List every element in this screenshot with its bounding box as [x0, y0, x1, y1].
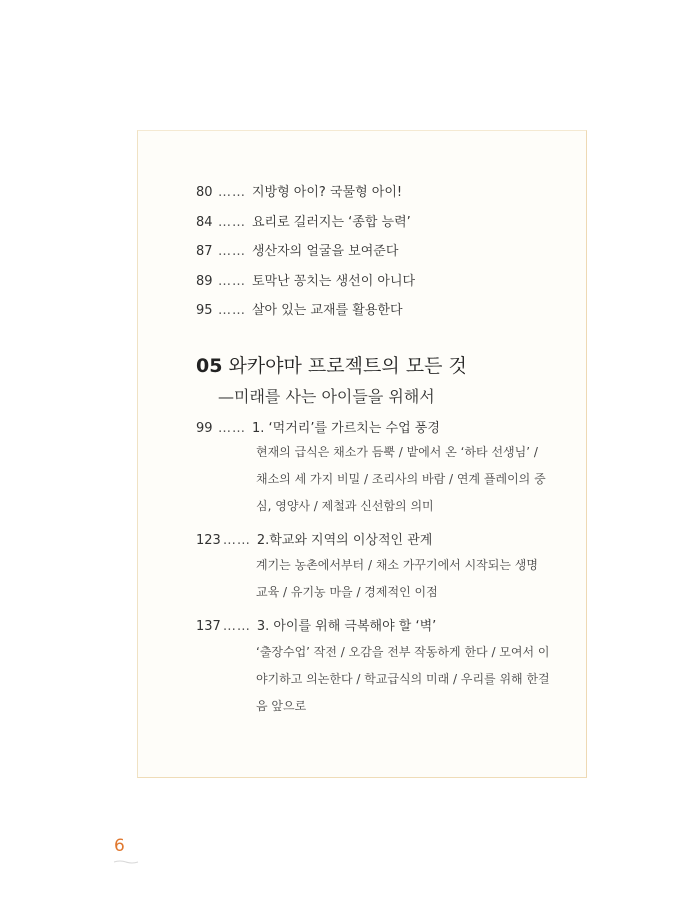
toc-page-number: 87: [196, 244, 213, 259]
toc-page-number: 89: [196, 274, 213, 289]
toc-section-title: 2.학교와 지역의 이상적인 관계: [256, 533, 433, 548]
section-description: [256, 552, 556, 606]
toc-entry: [196, 211, 411, 230]
toc-section-title: 3. 아이를 위해 극복해야 할 ‘벽’: [256, 619, 437, 634]
toc-entry: [196, 299, 403, 318]
section-description: [256, 639, 556, 720]
toc-section: [196, 529, 432, 548]
toc-page-number: 80: [196, 185, 213, 200]
toc-section-title: 1. ‘먹거리’를 가르치는 수업 풍경: [252, 421, 440, 436]
toc-entry: [196, 181, 402, 200]
toc-frame: [137, 130, 587, 778]
chapter-subtitle: —미래를 사는 아이들을 위해서: [218, 387, 435, 406]
toc-section: [196, 417, 440, 436]
table-of-contents: [138, 131, 586, 777]
toc-page-number: 99: [196, 421, 213, 436]
toc-page-number: 137: [196, 619, 221, 634]
toc-page-number: 95: [196, 303, 213, 318]
toc-title: 토막난 꽁치는 생선이 아니다: [252, 274, 416, 289]
toc-title: 생산자의 얼굴을 보여준다: [252, 244, 399, 259]
description-line: 교육 / 유기농 마을 / 경제적인 이점: [256, 585, 438, 599]
toc-page-number: 123: [196, 533, 221, 548]
toc-title: 살아 있는 교재를 활용한다: [252, 303, 403, 318]
chapter-heading: [196, 351, 467, 378]
description-line: 심, 영양사 / 제철과 신선함의 의미: [256, 499, 434, 513]
toc-entry: [196, 270, 415, 289]
description-line: 채소의 세 가지 비밀 / 조리사의 바람 / 연계 플레이의 중: [256, 472, 546, 486]
toc-section: [196, 615, 436, 634]
toc-title: 요리로 길러지는 ‘종합 능력’: [252, 215, 411, 230]
description-line: 음 앞으로: [256, 699, 307, 713]
toc-leader-dots: ……: [218, 303, 246, 318]
toc-leader-dots: ……: [218, 244, 246, 259]
chapter-number: 05: [196, 355, 223, 377]
toc-leader-dots: ……: [222, 533, 251, 548]
description-line: 계기는 농촌에서부터 / 채소 가꾸기에서 시작되는 생명: [256, 558, 538, 572]
toc-leader-dots: ……: [218, 215, 246, 230]
toc-page-number: 84: [196, 215, 213, 230]
toc-leader-dots: ……: [222, 619, 251, 634]
page-number-ornament: [113, 860, 139, 864]
page-number: 6: [114, 836, 125, 856]
toc-entry: [196, 240, 398, 259]
section-description: [256, 439, 556, 520]
toc-leader-dots: ……: [218, 274, 246, 289]
toc-title: 지방형 아이? 국물형 아이!: [252, 185, 403, 200]
toc-leader-dots: ……: [218, 421, 246, 436]
toc-leader-dots: ……: [218, 185, 246, 200]
description-line: ‘출장수업’ 작전 / 오감을 전부 작동하게 한다 / 모여서 이: [256, 645, 550, 659]
description-line: 현재의 급식은 채소가 듬뿍 / 밭에서 온 ‘하타 선생님’ /: [256, 445, 538, 459]
description-line: 야기하고 의논한다 / 학교급식의 미래 / 우리를 위해 한걸: [256, 672, 550, 686]
chapter-title: 와카야마 프로젝트의 모든 것: [228, 355, 467, 377]
